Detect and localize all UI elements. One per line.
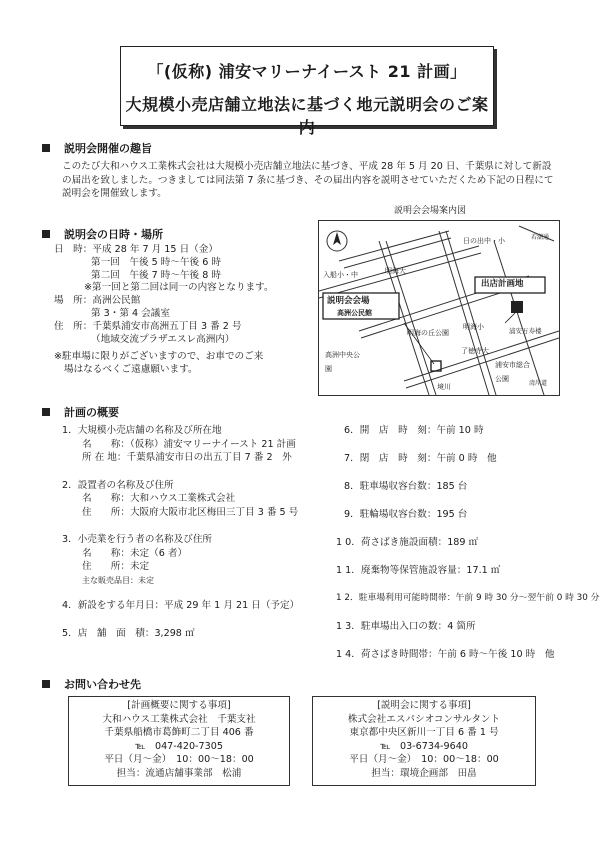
contact-meeting-person: 担当：環境企画部 田畠 bbox=[371, 767, 477, 779]
purpose-line-1: このたび大和ハウス工業株式会社は大規模小売店舗立地法に基づき、平成 28 年 5 月 20 日、千葉県に対して新設 bbox=[62, 161, 552, 172]
title-line-1: 「(仮称) 浦安マリーナイースト 21 計画」 bbox=[147, 62, 467, 81]
overview-item-10: 1 0．荷さばき施設面積：189 ㎡ bbox=[336, 537, 479, 548]
schedule-place: 場 所：高洲公民館 bbox=[54, 295, 141, 307]
overview-left-column bbox=[62, 424, 322, 640]
overview-item-6: 6．開 店 時 刻：午前 10 時 bbox=[344, 425, 484, 436]
contact-plan-hours: 平日（月〜金） 10：00〜18：00 bbox=[104, 754, 254, 766]
section-heading-schedule: 説明会の日時・場所 bbox=[42, 226, 163, 242]
map-caption: 説明会会場案内図 bbox=[394, 206, 467, 216]
map-label-school1: 日の出中・小 bbox=[463, 237, 505, 245]
overview-item-13: 1 3．駐車場出入口の数：4 箇所 bbox=[336, 621, 476, 632]
map-label-river: 境川 bbox=[437, 383, 451, 391]
overview-item-1: 1．大規模小売店舗の名称及び所在地 bbox=[62, 425, 222, 436]
schedule-details bbox=[54, 244, 314, 377]
contact-meeting-company: 株式会社エスパシオコンサルタント bbox=[347, 713, 501, 725]
parking-note-2: 場はなるべくご遠慮願います。 bbox=[64, 364, 198, 376]
square-bullet-icon bbox=[42, 144, 50, 152]
overview-item-3-name: 名 称：未定（6 者） bbox=[82, 547, 188, 559]
section-heading-purpose: 説明会開催の趣旨 bbox=[42, 140, 152, 156]
schedule-note: ※第一回と第二回は同一の内容となります。 bbox=[84, 282, 274, 294]
map-label-venue-sub: 高洲公民館 bbox=[337, 309, 372, 317]
schedule-building: （地域交流プラザエスレ高洲内） bbox=[91, 333, 235, 345]
map-label-school4: 明海小 bbox=[463, 323, 484, 331]
map-label-school2: 明海大 bbox=[385, 267, 406, 275]
section-heading-overview: 計画の概要 bbox=[42, 404, 119, 420]
overview-item-1-location: 所 在 地：千葉県浦安市日の出五丁目 7 番 2 外 bbox=[82, 452, 292, 463]
schedule-session-2: 第二回 午後 7 時〜午後 8 時 bbox=[91, 269, 221, 281]
contact-meeting-tel: ℡ 03-6734-9640 bbox=[380, 740, 468, 752]
square-bullet-icon bbox=[42, 230, 50, 238]
overview-item-14: 1 4．荷さばき時間帯：午前 6 時〜午後 10 時 他 bbox=[336, 649, 555, 660]
contact-plan-company: 大和ハウス工業株式会社 千葉支社 bbox=[102, 713, 256, 725]
map-label-school6: 高洲中央公園 bbox=[325, 351, 360, 373]
section-heading-contact: お問い合わせ先 bbox=[42, 676, 141, 692]
contact-plan-header: [計画概要に関する事項] bbox=[127, 700, 231, 711]
contact-plan-person: 担当：流通店舗事業部 松浦 bbox=[116, 767, 242, 779]
map-label-park1: 入船小・中 bbox=[323, 271, 358, 279]
overview-item-12: 1 2．駐車場利用可能時間帯：午前 9 時 30 分〜翌午前 0 時 30 分 bbox=[336, 593, 600, 603]
overview-item-3: 3．小売業を行う者の名称及び住所 bbox=[62, 534, 213, 545]
overview-item-1-name: 名 称：（仮称）浦安マリーナイースト 21 計画 bbox=[82, 438, 296, 450]
contact-plan-tel: ℡ 047-420-7305 bbox=[135, 740, 223, 752]
contact-box-plan bbox=[68, 696, 290, 786]
overview-item-2-name: 名 称：大和ハウス工業株式会社 bbox=[82, 493, 236, 504]
square-bullet-icon bbox=[42, 680, 50, 688]
map-label-school5: 了徳寺大 bbox=[461, 347, 489, 355]
purpose-line-2: の届出を致しました。つきましては同法第 7 条に基づき、その届出内容を説明させていただくため下記の日程にて bbox=[62, 174, 554, 186]
overview-item-3-goods: 主な販売品目：未定 bbox=[82, 575, 154, 585]
schedule-session-1: 第一回 午後 5 時〜午後 6 時 bbox=[91, 256, 221, 268]
title-box bbox=[120, 46, 494, 137]
contact-meeting-address: 東京都中央区新川一丁目 6 番 1 号 bbox=[349, 727, 499, 739]
overview-item-2-address: 住 所：大阪府大阪市北区梅田三丁目 3 番 5 号 bbox=[82, 506, 299, 518]
map-label-school7: 浦安市総合公園 bbox=[495, 361, 530, 383]
schedule-address: 住 所：千葉県浦安市高洲五丁目 3 番 2 号 bbox=[54, 320, 242, 332]
overview-right-column bbox=[336, 424, 600, 676]
map-label-road2: 湾岸道 bbox=[529, 380, 548, 387]
overview-item-4: 4．新設をする年月日：平成 29 年 1 月 21 日（予定） bbox=[62, 600, 300, 611]
purpose-paragraph bbox=[62, 160, 562, 201]
site-marker-icon bbox=[511, 301, 523, 313]
map-label-school3: 明海の丘公園 bbox=[407, 329, 449, 337]
title-line-2: 大規模小売店舗立地法に基づく地元説明会のご案内 bbox=[125, 95, 489, 137]
overview-item-2: 2．設置者の名称及び住所 bbox=[62, 479, 174, 491]
overview-item-3-address: 住 所：未定 bbox=[82, 561, 150, 572]
contact-meeting-header: [説明会に関する事項] bbox=[377, 700, 471, 711]
map-label-road1: 若潮通 bbox=[531, 234, 550, 241]
overview-item-7: 7．閉 店 時 刻：午前 0 時 他 bbox=[344, 453, 497, 464]
square-bullet-icon bbox=[42, 408, 50, 416]
overview-item-9: 9．駐輪場収容台数：195 台 bbox=[344, 509, 468, 520]
map-label-venue: 説明会会場 bbox=[327, 296, 370, 306]
parking-note-1: ※駐車場に限りがございますので、お車でのご来 bbox=[54, 351, 264, 363]
overview-item-11: 1 1．廃棄物等保管施設容量：17.1 ㎥ bbox=[336, 565, 501, 576]
schedule-date: 日 時：平成 28 年 7 月 15 日（金） bbox=[54, 244, 218, 255]
overview-item-5: 5．店 舗 面 積：3,298 ㎡ bbox=[62, 627, 195, 639]
contact-box-meeting bbox=[312, 696, 536, 786]
contact-meeting-hours: 平日（月〜金） 10：00〜18：00 bbox=[349, 754, 499, 766]
map-label-hospital: 浦安万寿楼 bbox=[509, 327, 542, 335]
contact-plan-address: 千葉県船橋市葛飾町二丁目 406 番 bbox=[104, 727, 254, 739]
purpose-line-3: 説明会を開催致します。 bbox=[62, 188, 167, 199]
schedule-room: 第 3・第 4 会議室 bbox=[91, 307, 170, 319]
venue-map bbox=[318, 220, 560, 396]
map-label-site: 出店計画地 bbox=[481, 279, 524, 289]
overview-item-8: 8．駐車場収容台数：185 台 bbox=[344, 481, 468, 492]
